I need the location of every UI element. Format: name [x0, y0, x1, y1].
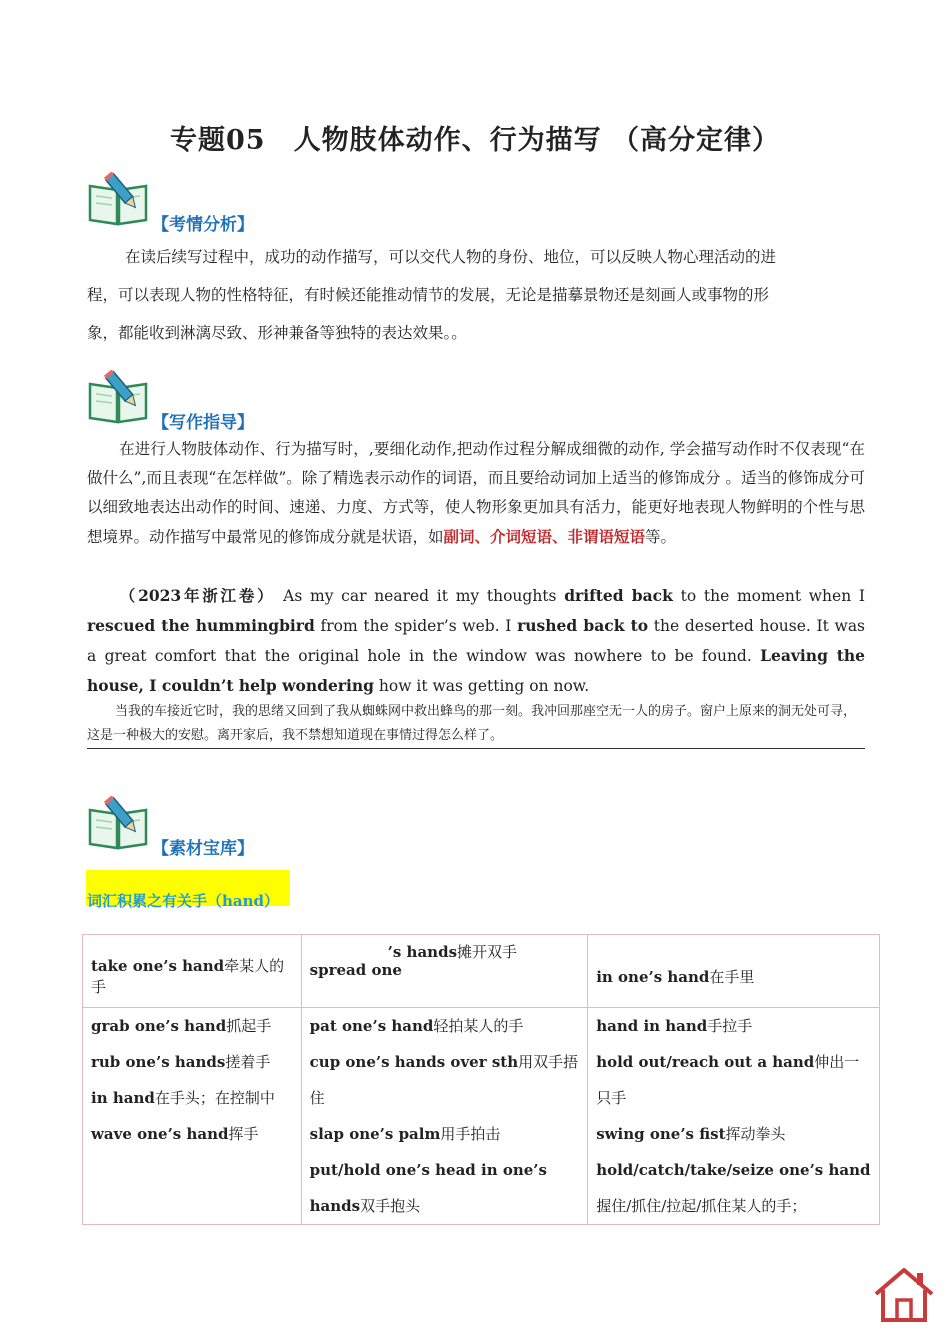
table-row: grab one’s hand抓起手 rub one’s hands搓着手 in hand在手头；在控制中 wave one’s hand挥手 pat one’s hand轻拍某人的手 cup one’s hands over sth用双手捂住 slap one’s palm用手拍击 put/hold one’s head in one’s hands双手抱头 hand in hand手拉手 hold out/reach out a hand伸出一只手 swing one’s fist挥动拳头 hold/catch/take/seize one’s hand握住/抓住/拉起/抓住某人的手； — [83, 1008, 880, 1225]
table-header-row: take one’s hand牵某人的手 ’s hands摊开双手 spread one in one’s hand在手里 — [83, 935, 880, 1008]
section-label-analysis: 【考情分析】 — [152, 215, 254, 235]
book-pencil-icon — [86, 370, 150, 424]
guide-paragraph: 在进行人物肢体动作、行为描写时，,要细化动作,把动作过程分解成细微的动作, 学会描写动作时不仅表现“在做什么”,而且表现“在怎样做”。除了精选表示动作的词语，而且要给动词加上适当的修饰成分 。适当的修饰成分可以细致地表达出动作的时间、速递、力度、方式等，使人物形象更加具有活力，能更好地表现人物鲜明的个性与思想境界。动作描写中最常见的修饰成分就是状语，如副词、介词短语、非谓语短语等。 — [87, 440, 865, 546]
analysis-paragraph: 在读后续写过程中，成功的动作描写，可以交代人物的身份、地位，可以反映人物心理活动的进 程，可以表现人物的性格特征，有时候还能推动情节的发展，无论是描摹景物还是刻画人或事物的形 象，都能收到淋漓尽致、形神兼备等独特的表达效果。。 — [87, 248, 777, 342]
example-paragraph: （2023年浙江卷） As my car neared it my thoughts drifted back to the moment when I rescued the hummingbird from the spider’s web. I rushed back to the deserted house. It was a great comfort that the original hole in the window was nowhere to be found. Leaving the house, I couldn’t help wondering how it was getting on now. — [87, 586, 866, 695]
book-pencil-icon — [86, 796, 150, 850]
vocab-table — [82, 934, 880, 1225]
example-translation: 当我的车接近它时，我的思绪又回到了我从蜘蛛网中救出蜂鸟的那一刻。我冲回那座空无一人的房子。窗户上原来的洞无处可寻，这是一种极大的安慰。离开家后，我不禁想知道现在事情过得怎么样了。 — [87, 700, 865, 749]
vocab-heading: 词汇积累之有关手（hand） — [87, 892, 280, 910]
page-title: 专题05 人物肢体动作、行为描写 （高分定律） — [170, 125, 780, 156]
home-icon[interactable] — [873, 1266, 935, 1324]
section-label-guide: 【写作指导】 — [152, 413, 254, 433]
section-label-material: 【素材宝库】 — [152, 839, 254, 859]
keyword-highlight: 副词、介词短语、非谓语短语 — [443, 527, 646, 546]
book-pencil-icon — [86, 172, 150, 226]
